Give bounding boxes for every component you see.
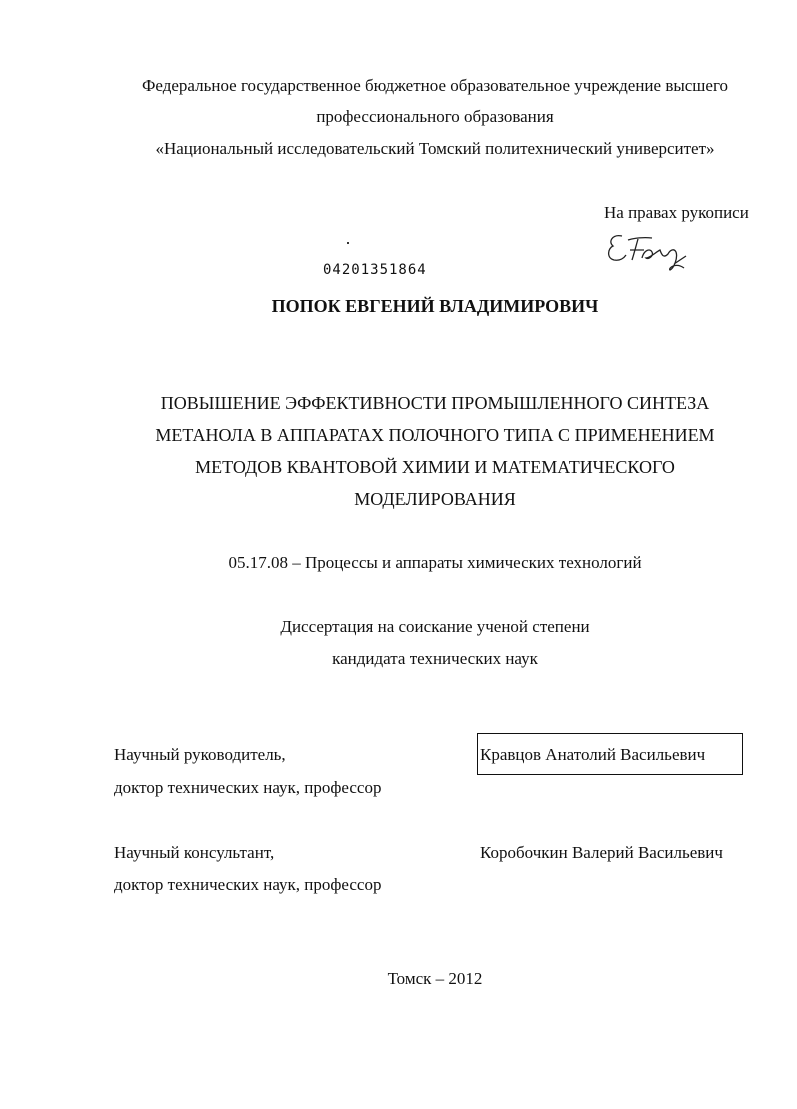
author-name: ПОПОК ЕВГЕНИЙ ВЛАДИМИРОВИЧ [271, 296, 599, 316]
title-line-4: МОДЕЛИРОВАНИЯ [354, 489, 516, 509]
title-line-2: МЕТАНОЛА В АППАРАТАХ ПОЛОЧНОГО ТИПА С ПРИМЕНЕНИЕМ [155, 425, 715, 445]
consultant-title: доктор технических наук, профессор [114, 875, 382, 894]
title-line-3: МЕТОДОВ КВАНТОВОЙ ХИМИИ И МАТЕМАТИЧЕСКОГО [195, 457, 675, 477]
institution-line-1: Федеральное государственное бюджетное образовательное учреждение высшего [141, 76, 728, 95]
manuscript-note: На правах рукописи [604, 203, 749, 222]
registry-number: 04201351864 [323, 262, 427, 278]
degree-line-2: кандидата технических наук [332, 649, 538, 668]
supervisor-name: Кравцов Анатолий Васильевич [480, 745, 706, 764]
supervisor-role: Научный руководитель, [114, 745, 286, 764]
scan-speck [347, 242, 349, 244]
consultant-role: Научный консультант, [114, 843, 275, 862]
supervisor-title: доктор технических наук, профессор [114, 778, 382, 797]
place-year: Томск – 2012 [387, 969, 483, 988]
degree-line-1: Диссертация на соискание ученой степени [280, 617, 590, 636]
specialty: 05.17.08 – Процессы и аппараты химических технологий [228, 553, 642, 572]
title-line-1: ПОВЫШЕНИЕ ЭФФЕКТИВНОСТИ ПРОМЫШЛЕННОГО СИНТЕЗА [160, 393, 710, 413]
institution-line-3: «Национальный исследовательский Томский политехнический университет» [155, 139, 715, 158]
consultant-name: Коробочкин Валерий Васильевич [480, 843, 723, 862]
author-signature [604, 228, 696, 279]
institution-line-2: профессионального образования [316, 107, 554, 126]
